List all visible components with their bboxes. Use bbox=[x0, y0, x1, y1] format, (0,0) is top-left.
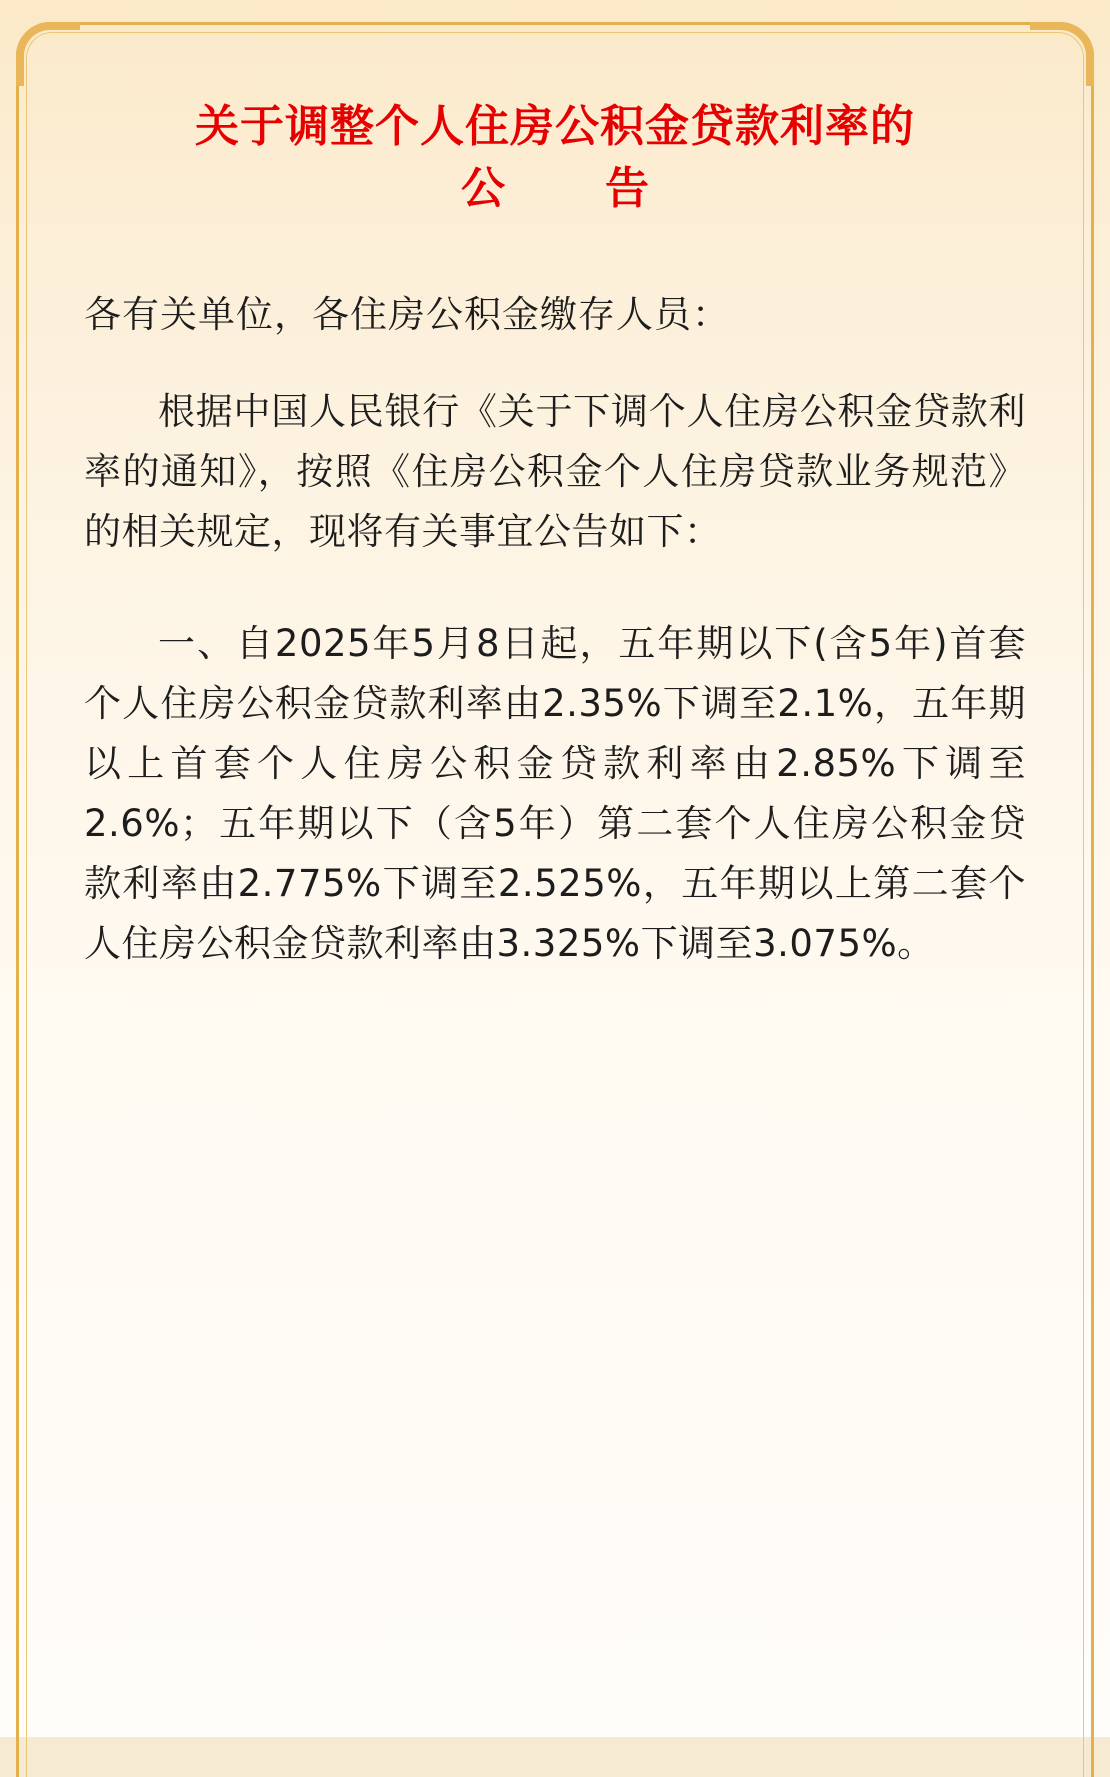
page-title bbox=[84, 96, 1026, 221]
page-title-line-2: 公 告 bbox=[461, 163, 677, 215]
paragraph-basis: 根据中国人民银行《关于下调个人住房公积金贷款利率的通知》，按照《住房公积金个人住房贷款业务规范》的相关规定，现将有关事宜公告如下： bbox=[84, 390, 1026, 554]
document-body bbox=[22, 26, 1088, 974]
paragraph-item-1: 一、自2025年5月8日起，五年期以下(含5年)首套个人住房公积金贷款利率由2.35%下调至2.1%，五年期以上首套个人住房公积金贷款利率由2.85%下调至2.6%；五年期以下（含5年）第二套个人住房公积金贷款利率由2.775%下调至2.525%，五年期以上第二套个人住房公积金贷款利率由3.325%下调至3.075%。 bbox=[84, 622, 1026, 965]
page-title-line-1: 关于调整个人住房公积金贷款利率的 bbox=[195, 101, 915, 152]
salutation: 各有关单位，各住房公积金缴存人员： bbox=[84, 292, 730, 336]
